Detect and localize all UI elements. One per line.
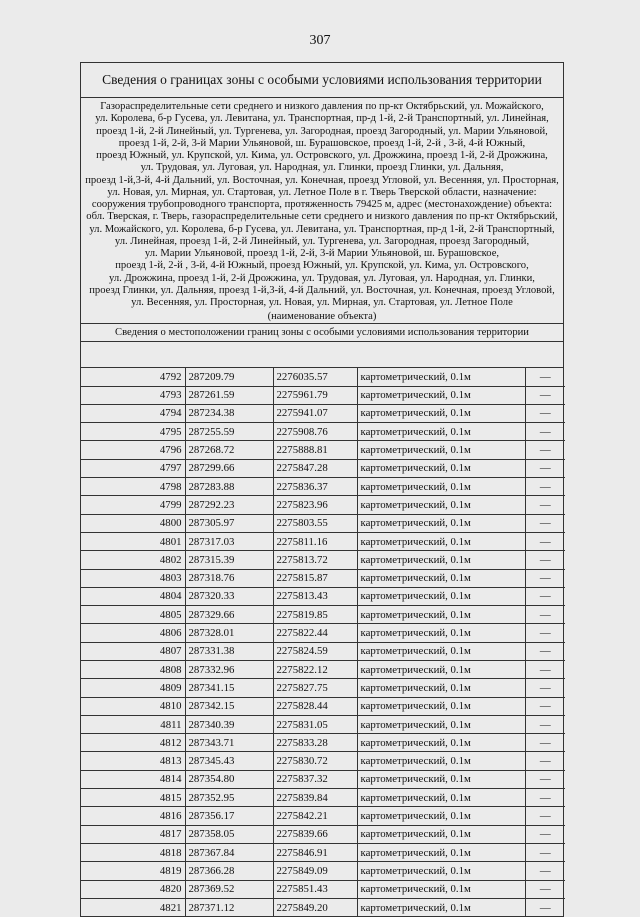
measurement-method-cell: картометрический, 0.1м [357,752,525,770]
x-coordinate-cell: 287234.38 [185,404,273,422]
table-row [81,807,565,825]
note-cell: — [525,752,565,770]
y-coordinate-cell: 2275830.72 [273,752,357,770]
point-number-cell: 4800 [81,514,185,532]
y-coordinate-cell: 2275813.72 [273,551,357,569]
y-coordinate-cell: 2275836.37 [273,478,357,496]
note-cell: — [525,404,565,422]
measurement-method-cell: картометрический, 0.1м [357,862,525,880]
location-header: Сведения о местоположении границ зоны с особыми условиями использования территории [81,324,563,342]
measurement-method-cell: картометрический, 0.1м [357,386,525,404]
y-coordinate-cell: 2275822.12 [273,661,357,679]
description-line: ул. Можайского, ул. Королева, б-р Гусева, ул. Левитана, ул. Транспортная, пр-д 1-й, 2-й Транспортный, [89,223,555,235]
point-number-cell: 4817 [81,825,185,843]
point-number-cell: 4807 [81,642,185,660]
x-coordinate-cell: 287328.01 [185,624,273,642]
x-coordinate-cell: 287340.39 [185,715,273,733]
note-cell: — [525,587,565,605]
measurement-method-cell: картометрический, 0.1м [357,843,525,861]
y-coordinate-cell: 2275828.44 [273,697,357,715]
point-number-cell: 4797 [81,459,185,477]
measurement-method-cell: картометрический, 0.1м [357,715,525,733]
y-coordinate-cell: 2275839.84 [273,789,357,807]
x-coordinate-cell: 287371.12 [185,898,273,916]
x-coordinate-cell: 287332.96 [185,661,273,679]
point-number-cell: 4794 [81,404,185,422]
table-row [81,825,565,843]
table-header-spacer [81,342,563,368]
x-coordinate-cell: 287366.28 [185,862,273,880]
note-cell: — [525,679,565,697]
table-row [81,551,565,569]
description-line: ул. Марии Ульяновой, проезд 1-й, 2-й, 3-й Марии Ульяновой, ш. Бурашовское, [144,248,500,259]
table-row [81,880,565,898]
x-coordinate-cell: 287268.72 [185,441,273,459]
table-row [81,642,565,660]
x-coordinate-cell: 287320.33 [185,587,273,605]
x-coordinate-cell: 287354.80 [185,770,273,788]
table-row [81,514,565,532]
x-coordinate-cell: 287367.84 [185,843,273,861]
point-number-cell: 4819 [81,862,185,880]
table-row [81,789,565,807]
point-number-cell: 4821 [81,898,185,916]
y-coordinate-cell: 2275837.32 [273,770,357,788]
measurement-method-cell: картометрический, 0.1м [357,697,525,715]
point-number-cell: 4793 [81,386,185,404]
note-cell: — [525,423,565,441]
measurement-method-cell: картометрический, 0.1м [357,661,525,679]
table-row [81,770,565,788]
point-number-cell: 4795 [81,423,185,441]
x-coordinate-cell: 287318.76 [185,569,273,587]
note-cell: — [525,697,565,715]
point-number-cell: 4820 [81,880,185,898]
measurement-method-cell: картометрический, 0.1м [357,496,525,514]
y-coordinate-cell: 2275827.75 [273,679,357,697]
note-cell: — [525,624,565,642]
note-cell: — [525,496,565,514]
y-coordinate-cell: 2275961.79 [273,386,357,404]
point-number-cell: 4796 [81,441,185,459]
measurement-method-cell: картометрический, 0.1м [357,734,525,752]
x-coordinate-cell: 287345.43 [185,752,273,770]
measurement-method-cell: картометрический, 0.1м [357,478,525,496]
x-coordinate-cell: 287352.95 [185,789,273,807]
note-cell: — [525,606,565,624]
x-coordinate-cell: 287343.71 [185,734,273,752]
table-row [81,898,565,916]
y-coordinate-cell: 2275815.87 [273,569,357,587]
x-coordinate-cell: 287369.52 [185,880,273,898]
y-coordinate-cell: 2275813.43 [273,587,357,605]
y-coordinate-cell: 2276035.57 [273,368,357,386]
y-coordinate-cell: 2275851.43 [273,880,357,898]
description-line: ул. Новая, ул. Мирная, ул. Стартовая, ул. Летное Поле в г. Тверь Тверской области, назначение: [107,186,537,198]
measurement-method-cell: картометрический, 0.1м [357,898,525,916]
y-coordinate-cell: 2275819.85 [273,606,357,624]
table-row [81,496,565,514]
point-number-cell: 4816 [81,807,185,825]
table-row [81,459,565,477]
description-line: сооружения трубопроводного транспорта, протяженность 79425 м, адрес (местонахождение) объекта: [91,199,553,210]
measurement-method-cell: картометрический, 0.1м [357,368,525,386]
x-coordinate-cell: 287358.05 [185,825,273,843]
table-row [81,441,565,459]
point-number-cell: 4815 [81,789,185,807]
x-coordinate-cell: 287317.03 [185,532,273,550]
note-cell: — [525,386,565,404]
y-coordinate-cell: 2275908.76 [273,423,357,441]
note-cell: — [525,862,565,880]
measurement-method-cell: картометрический, 0.1м [357,642,525,660]
table-row [81,368,565,386]
point-number-cell: 4803 [81,569,185,587]
table-row [81,606,565,624]
description-line: проезд 1-й, 2-й , 3-й, 4-й Южный, проезд Южный, ул. Крупской, ул. Кима, ул. Островского, [115,260,529,272]
point-number-cell: 4802 [81,551,185,569]
document-title: Сведения о границах зоны с особыми условиями использования территории [81,63,563,98]
point-number-cell: 4799 [81,496,185,514]
table-row [81,532,565,550]
y-coordinate-cell: 2275842.21 [273,807,357,825]
table-row [81,386,565,404]
measurement-method-cell: картометрический, 0.1м [357,789,525,807]
y-coordinate-cell: 2275847.28 [273,459,357,477]
note-cell: — [525,551,565,569]
table-row [81,661,565,679]
table-row [81,423,565,441]
x-coordinate-cell: 287315.39 [185,551,273,569]
x-coordinate-cell: 287305.97 [185,514,273,532]
description-line: проезд 1-й,3-й, 4-й Дальний, ул. Восточная, ул. Конечная, проезд Угловой, ул. Весенняя, ул. Просторная, [85,174,559,186]
measurement-method-cell: картометрический, 0.1м [357,441,525,459]
measurement-method-cell: картометрический, 0.1м [357,459,525,477]
y-coordinate-cell: 2275888.81 [273,441,357,459]
y-coordinate-cell: 2275846.91 [273,843,357,861]
measurement-method-cell: картометрический, 0.1м [357,606,525,624]
measurement-method-cell: картометрический, 0.1м [357,569,525,587]
point-number-cell: 4810 [81,697,185,715]
measurement-method-cell: картометрический, 0.1м [357,825,525,843]
note-cell: — [539,901,551,914]
measurement-method-cell: картометрический, 0.1м [357,807,525,825]
description-line: ул. Линейная, проезд 1-й, 2-й Линейный, ул. Тургенева, ул. Загородная, проезд Загородный, [114,235,530,247]
y-coordinate-cell: 2275941.07 [273,404,357,422]
point-number-cell: 4804 [81,587,185,605]
note-cell: — [525,514,565,532]
measurement-method-cell: картометрический, 0.1м [357,587,525,605]
note-cell: — [525,459,565,477]
point-number-cell: 4814 [81,770,185,788]
y-coordinate-cell: 2275823.96 [273,496,357,514]
note-cell: — [525,478,565,496]
point-number-cell: 4809 [81,679,185,697]
y-coordinate-cell: 2275811.16 [273,532,357,550]
measurement-method-cell: картометрический, 0.1м [357,514,525,532]
table-row [81,624,565,642]
table-row [81,862,565,880]
zone-info-frame [80,62,564,917]
description-line: проезд Глинки, ул. Дальняя, проезд 1-й,3-й, 4-й Дальний, ул. Восточная, ул. Конечная, проезд Угловой, [89,284,555,296]
object-description [81,98,563,311]
measurement-method-cell: картометрический, 0.1м [357,880,525,898]
note-cell: — [525,734,565,752]
description-line: проезд 1-й, 2-й Линейный, ул. Тургенева, ул. Загородная, проезд Загородный, ул. Марии Ульяновой, [96,125,548,137]
y-coordinate-cell: 2275822.44 [273,624,357,642]
note-cell: — [525,532,565,550]
coordinates-table [81,368,565,916]
table-row [81,569,565,587]
description-line: ул. Королева, б-р Гусева, ул. Левитана, ул. Транспортная, пр-д 1-й, 2-й Транспортный, ул. Линейная, [95,113,549,125]
note-cell: — [525,715,565,733]
point-number-cell: 4805 [81,606,185,624]
x-coordinate-cell: 287283.88 [185,478,273,496]
table-row [81,715,565,733]
description-line: проезд Южный, ул. Крупской, ул. Кима, ул. Островского, ул. Дрожжина, проезд 1-й, 2-й Дрожжина, [96,150,548,161]
measurement-method-cell: картометрический, 0.1м [357,532,525,550]
x-coordinate-cell: 287261.59 [185,386,273,404]
point-number-cell: 4813 [81,752,185,770]
y-coordinate-cell: 2275849.09 [273,862,357,880]
measurement-method-cell: картометрический, 0.1м [357,404,525,422]
table-row [81,478,565,496]
note-cell: — [525,770,565,788]
table-row [81,843,565,861]
y-coordinate-cell: 2275839.66 [273,825,357,843]
note-cell: — [525,880,565,898]
description-line: обл. Тверская, г. Тверь, газораспределительные сети среднего и низкого давления по пр-кт Октябрьский, [86,211,558,223]
table-row [81,734,565,752]
y-coordinate-cell: 2275803.55 [273,514,357,532]
point-number-cell: 4798 [81,478,185,496]
y-coordinate-cell: 2275849.20 [273,898,357,916]
description-line: ул. Дрожжина, проезд 1-й, 2-й Дрожжина, ул. Трудовая, ул. Луговая, ул. Народная, ул. Глинки, [109,272,535,284]
note-cell: — [525,569,565,587]
point-number-cell: 4812 [81,734,185,752]
y-coordinate-cell: 2275833.28 [273,734,357,752]
measurement-method-cell: картометрический, 0.1м [357,679,525,697]
table-row [81,697,565,715]
x-coordinate-cell: 287299.66 [185,459,273,477]
x-coordinate-cell: 287356.17 [185,807,273,825]
x-coordinate-cell: 287331.38 [185,642,273,660]
x-coordinate-cell: 287342.15 [185,697,273,715]
measurement-method-cell: картометрический, 0.1м [357,423,525,441]
measurement-method-cell: картометрический, 0.1м [357,551,525,569]
point-number-cell: 4808 [81,661,185,679]
note-cell: — [525,368,565,386]
note-cell: — [525,843,565,861]
table-row [81,679,565,697]
description-line: ул. Трудовая, ул. Луговая, ул. Народная, ул. Глинки, проезд Глинки, ул. Дальняя, [140,162,504,174]
note-cell: — [525,441,565,459]
measurement-method-cell: картометрический, 0.1м [357,624,525,642]
table-row [81,587,565,605]
point-number-cell: 4811 [81,715,185,733]
note-cell: — [525,642,565,660]
x-coordinate-cell: 287209.79 [185,368,273,386]
point-number-cell: 4818 [81,843,185,861]
point-number-cell: 4792 [81,368,185,386]
table-row [81,404,565,422]
x-coordinate-cell: 287255.59 [185,423,273,441]
note-cell: — [525,807,565,825]
description-line: проезд 1-й, 2-й, 3-й Марии Ульяновой, ш. Бурашовское, проезд 1-й, 2-й , 3-й, 4-й Южный, [118,137,526,149]
note-cell: — [525,661,565,679]
point-number-cell: 4801 [81,532,185,550]
y-coordinate-cell: 2275831.05 [273,715,357,733]
x-coordinate-cell: 287329.66 [185,606,273,624]
note-cell: — [525,825,565,843]
x-coordinate-cell: 287292.23 [185,496,273,514]
description-line: Газораспределительные сети среднего и низкого давления по пр-кт Октябрьский, ул. Можайского, [100,101,544,112]
y-coordinate-cell: 2275824.59 [273,642,357,660]
x-coordinate-cell: 287341.15 [185,679,273,697]
table-row [81,752,565,770]
measurement-method-cell: картометрический, 0.1м [357,770,525,788]
description-line: ул. Весенняя, ул. Просторная, ул. Новая, ул. Мирная, ул. Стартовая, ул. Летное Поле [131,297,513,308]
point-number-cell: 4806 [81,624,185,642]
object-name-caption: (наименование объекта) [81,311,563,324]
note-cell: — [525,789,565,807]
page-number: 307 [309,33,331,48]
